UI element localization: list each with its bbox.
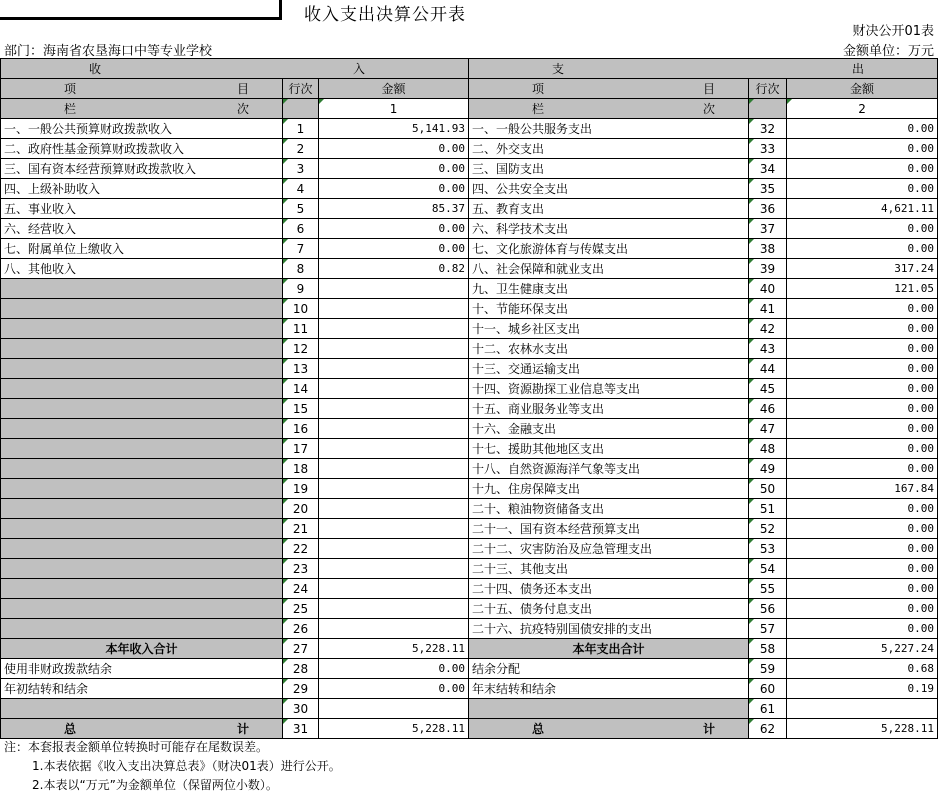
income-rowno-cell[interactable]: 7 — [283, 239, 319, 259]
amount-unit-label: 金额单位：万元 — [842, 44, 934, 59]
table-row — [1, 519, 938, 539]
income-item-cell[interactable]: 二、政府性基金预算财政拨款收入 — [1, 139, 283, 159]
expense-rowno-cell[interactable]: 59 — [749, 659, 787, 679]
table-row — [1, 339, 938, 359]
income-amount-cell[interactable] — [319, 299, 469, 319]
total-row — [1, 639, 938, 659]
table-row — [1, 659, 938, 679]
expense-rowno-cell[interactable]: 36 — [749, 199, 787, 219]
expense-amount-cell[interactable]: 0.00 — [787, 399, 938, 419]
header-row-columns — [1, 79, 938, 99]
income-item-cell[interactable] — [1, 279, 283, 299]
expense-amount-cell[interactable]: 0.00 — [787, 599, 938, 619]
expense-rowno-cell[interactable]: 49 — [749, 459, 787, 479]
expense-amount-cell[interactable] — [787, 699, 938, 719]
header-row-sections — [1, 59, 938, 79]
table-row — [1, 559, 938, 579]
expense-amount-cell[interactable]: 0.00 — [787, 379, 938, 399]
expense-item-cell[interactable]: 十八、自然资源海洋气象等支出 — [469, 459, 749, 479]
income-amount-cell[interactable] — [319, 559, 469, 579]
expense-total-rowno[interactable]: 58 — [749, 639, 787, 659]
income-rowno-cell[interactable]: 14 — [283, 379, 319, 399]
expense-grand-amount[interactable]: 5,228.11 — [787, 719, 938, 739]
expense-amount-cell[interactable]: 0.00 — [787, 139, 938, 159]
expense-item-cell[interactable]: 十六、金融支出 — [469, 419, 749, 439]
expense-rowno-cell[interactable]: 61 — [749, 699, 787, 719]
expense-amount-cell[interactable]: 0.00 — [787, 179, 938, 199]
table-row — [1, 619, 938, 639]
income-amount-cell[interactable] — [319, 279, 469, 299]
income-total-rowno[interactable]: 27 — [283, 639, 319, 659]
expense-rowno-cell[interactable]: 56 — [749, 599, 787, 619]
income-amount-cell[interactable]: 0.00 — [319, 179, 469, 199]
income-rowno-cell[interactable]: 9 — [283, 279, 319, 299]
expense-total-label[interactable]: 本年支出合计 — [469, 639, 749, 659]
income-amount-cell[interactable] — [319, 579, 469, 599]
table-row — [1, 479, 938, 499]
income-rowno-cell[interactable]: 2 — [283, 139, 319, 159]
table-row — [1, 299, 938, 319]
expense-rowno-cell[interactable]: 50 — [749, 479, 787, 499]
income-rowno-cell[interactable]: 6 — [283, 219, 319, 239]
expense-rowno-cell[interactable]: 32 — [749, 119, 787, 139]
table-row — [1, 399, 938, 419]
table-row — [1, 139, 938, 159]
expense-amount-cell[interactable]: 0.00 — [787, 359, 938, 379]
income-rowno-cell[interactable]: 22 — [283, 539, 319, 559]
income-rowno-cell[interactable]: 30 — [283, 699, 319, 719]
table-row — [1, 279, 938, 299]
expense-amount-cell[interactable]: 317.24 — [787, 259, 938, 279]
expense-rowno-cell[interactable]: 48 — [749, 439, 787, 459]
expense-grand-label[interactable]: 总 计 — [469, 719, 749, 739]
expense-item-cell[interactable]: 十七、援助其他地区支出 — [469, 439, 749, 459]
income-item-cell[interactable] — [1, 619, 283, 639]
expense-rowno-cell[interactable]: 35 — [749, 179, 787, 199]
income-column-index[interactable]: 1 — [319, 99, 469, 119]
income-rowno-cell[interactable]: 16 — [283, 419, 319, 439]
income-item-cell[interactable] — [1, 599, 283, 619]
income-rowno-cell[interactable]: 19 — [283, 479, 319, 499]
department-label: 部门：海南省农垦海口中等专业学校 — [4, 44, 213, 59]
expense-item-cell[interactable]: 十五、商业服务业等支出 — [469, 399, 749, 419]
income-amount-cell[interactable] — [319, 619, 469, 639]
table-row — [1, 119, 938, 139]
income-rowno-cell[interactable]: 25 — [283, 599, 319, 619]
expense-item-cell[interactable]: 二十六、抗疫特别国债安排的支出 — [469, 619, 749, 639]
income-rowno-cell[interactable]: 3 — [283, 159, 319, 179]
income-item-cell[interactable] — [1, 559, 283, 579]
expense-item-cell[interactable]: 十九、住房保障支出 — [469, 479, 749, 499]
expense-rowno-cell[interactable]: 42 — [749, 319, 787, 339]
table-row — [1, 259, 938, 279]
table-row — [1, 439, 938, 459]
income-item-cell[interactable]: 四、上级补助收入 — [1, 179, 283, 199]
income-amount-cell[interactable] — [319, 399, 469, 419]
income-item-cell[interactable] — [1, 379, 283, 399]
income-rowno-cell[interactable]: 20 — [283, 499, 319, 519]
form-number: 财决公开01表 — [852, 24, 934, 39]
expense-rowno-header[interactable]: 行次 — [749, 79, 787, 99]
income-item-cell[interactable]: 六、经营收入 — [1, 219, 283, 239]
expense-rowno-cell[interactable]: 57 — [749, 619, 787, 639]
income-item-cell[interactable] — [1, 359, 283, 379]
table-row — [1, 199, 938, 219]
income-rowno-header[interactable]: 行次 — [283, 79, 319, 99]
table-body — [1, 119, 938, 639]
income-rowno-cell[interactable]: 8 — [283, 259, 319, 279]
expense-amount-cell[interactable]: 0.00 — [787, 459, 938, 479]
income-item-header[interactable]: 项 目 — [1, 79, 283, 99]
expense-amount-cell[interactable]: 0.00 — [787, 159, 938, 179]
income-expense-table — [0, 58, 938, 739]
income-grand-amount[interactable]: 5,228.11 — [319, 719, 469, 739]
income-rowno-cell[interactable]: 11 — [283, 319, 319, 339]
income-item-cell[interactable]: 七、附属单位上缴收入 — [1, 239, 283, 259]
table-row — [1, 599, 938, 619]
income-rowno-cell[interactable]: 29 — [283, 679, 319, 699]
income-item-cell[interactable] — [1, 479, 283, 499]
income-item-cell[interactable]: 五、事业收入 — [1, 199, 283, 219]
expense-grand-rowno[interactable]: 62 — [749, 719, 787, 739]
income-item-cell[interactable] — [1, 459, 283, 479]
income-amount-cell[interactable] — [319, 499, 469, 519]
expense-item-cell[interactable]: 二十二、灾害防治及应急管理支出 — [469, 539, 749, 559]
income-total-label[interactable]: 本年收入合计 — [1, 639, 283, 659]
expense-rowno-cell[interactable]: 44 — [749, 359, 787, 379]
income-amount-cell[interactable] — [319, 359, 469, 379]
expense-amount-cell[interactable]: 0.00 — [787, 239, 938, 259]
income-amount-cell[interactable]: 85.37 — [319, 199, 469, 219]
income-column-label[interactable]: 栏 次 — [1, 99, 283, 119]
expense-rowno-cell[interactable]: 33 — [749, 139, 787, 159]
expense-item-cell[interactable]: 二、外交支出 — [469, 139, 749, 159]
expense-item-cell[interactable]: 二十三、其他支出 — [469, 559, 749, 579]
income-amount-cell[interactable]: 0.00 — [319, 239, 469, 259]
income-item-cell[interactable] — [1, 319, 283, 339]
income-item-cell[interactable]: 三、国有资本经营预算财政拨款收入 — [1, 159, 283, 179]
expense-column-rowno[interactable] — [749, 99, 787, 119]
income-grand-rowno[interactable]: 31 — [283, 719, 319, 739]
table-row — [1, 379, 938, 399]
expense-item-cell[interactable]: 十、节能环保支出 — [469, 299, 749, 319]
expense-amount-cell[interactable]: 0.00 — [787, 119, 938, 139]
income-rowno-cell[interactable]: 1 — [283, 119, 319, 139]
expense-amount-cell[interactable]: 0.00 — [787, 499, 938, 519]
expense-item-cell[interactable]: 二十、粮油物资储备支出 — [469, 499, 749, 519]
expense-item-cell[interactable]: 二十一、国有资本经营预算支出 — [469, 519, 749, 539]
grand-total-row — [1, 719, 938, 739]
income-amount-cell[interactable] — [319, 339, 469, 359]
expense-item-cell[interactable]: 十四、资源勘探工业信息等支出 — [469, 379, 749, 399]
expense-amount-cell[interactable]: 0.00 — [787, 559, 938, 579]
income-rowno-cell[interactable]: 18 — [283, 459, 319, 479]
expense-amount-cell[interactable]: 0.00 — [787, 299, 938, 319]
income-item-cell[interactable]: 年初结转和结余 — [1, 679, 283, 699]
table-row — [1, 319, 938, 339]
expense-item-cell[interactable]: 年末结转和结余 — [469, 679, 749, 699]
expense-item-cell[interactable]: 八、社会保障和就业支出 — [469, 259, 749, 279]
income-amount-header[interactable]: 金额 — [319, 79, 469, 99]
expense-amount-cell[interactable]: 0.00 — [787, 439, 938, 459]
expense-item-header[interactable]: 项 目 — [469, 79, 749, 99]
table-row — [1, 699, 938, 719]
expense-item-cell[interactable]: 二十四、债务还本支出 — [469, 579, 749, 599]
table-row — [1, 219, 938, 239]
expense-rowno-cell[interactable]: 41 — [749, 299, 787, 319]
table-row — [1, 359, 938, 379]
expense-item-cell[interactable]: 一、一般公共服务支出 — [469, 119, 749, 139]
income-amount-cell[interactable]: 0.00 — [319, 659, 469, 679]
note-line: 2.本表以“万元”为金额单位（保留两位小数）。 — [32, 778, 278, 792]
income-amount-cell[interactable]: 0.00 — [319, 219, 469, 239]
income-item-cell[interactable] — [1, 339, 283, 359]
expense-item-cell[interactable] — [469, 699, 749, 719]
income-item-cell[interactable] — [1, 499, 283, 519]
income-item-cell[interactable]: 一、一般公共预算财政拨款收入 — [1, 119, 283, 139]
table-row — [1, 679, 938, 699]
expense-rowno-cell[interactable]: 37 — [749, 219, 787, 239]
expense-column-label[interactable]: 栏 次 — [469, 99, 749, 119]
expense-total-amount[interactable]: 5,227.24 — [787, 639, 938, 659]
table-footer — [1, 639, 938, 659]
income-item-cell[interactable] — [1, 699, 283, 719]
expense-item-cell[interactable]: 十二、农林水支出 — [469, 339, 749, 359]
income-rowno-cell[interactable]: 5 — [283, 199, 319, 219]
expense-amount-cell[interactable]: 0.00 — [787, 419, 938, 439]
income-item-cell[interactable] — [1, 399, 283, 419]
income-rowno-cell[interactable]: 21 — [283, 519, 319, 539]
expense-item-cell[interactable]: 五、教育支出 — [469, 199, 749, 219]
income-rowno-cell[interactable]: 15 — [283, 399, 319, 419]
expense-column-index[interactable]: 2 — [787, 99, 938, 119]
expense-amount-cell[interactable]: 0.00 — [787, 319, 938, 339]
expense-item-cell[interactable]: 四、公共安全支出 — [469, 179, 749, 199]
income-amount-cell[interactable] — [319, 379, 469, 399]
expense-item-cell[interactable]: 七、文化旅游体育与传媒支出 — [469, 239, 749, 259]
expense-amount-cell[interactable]: 0.00 — [787, 339, 938, 359]
table-extra-rows — [1, 659, 938, 719]
expense-amount-cell[interactable]: 4,621.11 — [787, 199, 938, 219]
income-amount-cell[interactable]: 0.00 — [319, 139, 469, 159]
expense-amount-cell[interactable]: 0.00 — [787, 219, 938, 239]
expense-rowno-cell[interactable]: 43 — [749, 339, 787, 359]
expense-amount-cell[interactable]: 121.05 — [787, 279, 938, 299]
expense-rowno-cell[interactable]: 39 — [749, 259, 787, 279]
header-row-column-index — [1, 99, 938, 119]
income-amount-cell[interactable] — [319, 319, 469, 339]
expense-item-cell[interactable]: 十三、交通运输支出 — [469, 359, 749, 379]
note-line: 注：本套报表金额单位转换时可能存在尾数误差。 — [4, 740, 269, 754]
expense-rowno-cell[interactable]: 38 — [749, 239, 787, 259]
table-row — [1, 179, 938, 199]
expense-rowno-cell[interactable]: 46 — [749, 399, 787, 419]
expense-rowno-cell[interactable]: 45 — [749, 379, 787, 399]
income-item-cell[interactable] — [1, 519, 283, 539]
income-rowno-cell[interactable]: 4 — [283, 179, 319, 199]
income-rowno-cell[interactable]: 17 — [283, 439, 319, 459]
income-amount-cell[interactable] — [319, 599, 469, 619]
expense-rowno-cell[interactable]: 40 — [749, 279, 787, 299]
notes-section — [4, 738, 341, 792]
table-row — [1, 499, 938, 519]
expense-amount-cell[interactable]: 0.00 — [787, 579, 938, 599]
income-amount-cell[interactable]: 5,141.93 — [319, 119, 469, 139]
income-total-amount[interactable]: 5,228.11 — [319, 639, 469, 659]
income-rowno-cell[interactable]: 13 — [283, 359, 319, 379]
expense-item-cell[interactable]: 结余分配 — [469, 659, 749, 679]
title-box — [0, 0, 282, 20]
expense-item-cell[interactable]: 十一、城乡社区支出 — [469, 319, 749, 339]
income-amount-cell[interactable] — [319, 419, 469, 439]
expense-amount-header[interactable]: 金额 — [787, 79, 938, 99]
expense-section-header[interactable]: 支 出 — [469, 59, 938, 79]
table-row — [1, 419, 938, 439]
income-rowno-cell[interactable]: 24 — [283, 579, 319, 599]
income-grand-label[interactable]: 总 计 — [1, 719, 283, 739]
income-amount-cell[interactable] — [319, 459, 469, 479]
income-item-cell[interactable] — [1, 419, 283, 439]
table-row — [1, 539, 938, 559]
table-row — [1, 239, 938, 259]
income-amount-cell[interactable] — [319, 699, 469, 719]
expense-rowno-cell[interactable]: 51 — [749, 499, 787, 519]
income-amount-cell[interactable]: 0.00 — [319, 159, 469, 179]
income-rowno-cell[interactable]: 28 — [283, 659, 319, 679]
expense-amount-cell[interactable]: 0.00 — [787, 539, 938, 559]
table-row — [1, 459, 938, 479]
expense-amount-cell[interactable]: 0.19 — [787, 679, 938, 699]
expense-item-cell[interactable]: 九、卫生健康支出 — [469, 279, 749, 299]
income-rowno-cell[interactable]: 26 — [283, 619, 319, 639]
income-item-cell[interactable]: 使用非财政拨款结余 — [1, 659, 283, 679]
income-rowno-cell[interactable]: 12 — [283, 339, 319, 359]
income-amount-cell[interactable] — [319, 519, 469, 539]
income-amount-cell[interactable] — [319, 439, 469, 459]
expense-rowno-cell[interactable]: 55 — [749, 579, 787, 599]
income-amount-cell[interactable] — [319, 539, 469, 559]
income-column-rowno[interactable] — [283, 99, 319, 119]
income-section-header[interactable]: 收 入 — [1, 59, 469, 79]
income-rowno-cell[interactable]: 23 — [283, 559, 319, 579]
income-amount-cell[interactable] — [319, 479, 469, 499]
expense-rowno-cell[interactable]: 53 — [749, 539, 787, 559]
income-item-cell[interactable] — [1, 439, 283, 459]
expense-amount-cell[interactable]: 0.68 — [787, 659, 938, 679]
expense-item-cell[interactable]: 三、国防支出 — [469, 159, 749, 179]
table-row — [1, 579, 938, 599]
expense-rowno-cell[interactable]: 60 — [749, 679, 787, 699]
income-rowno-cell[interactable]: 10 — [283, 299, 319, 319]
expense-rowno-cell[interactable]: 52 — [749, 519, 787, 539]
expense-item-cell[interactable]: 六、科学技术支出 — [469, 219, 749, 239]
income-amount-cell[interactable]: 0.00 — [319, 679, 469, 699]
page-title: 收入支出决算公开表 — [304, 5, 466, 25]
income-item-cell[interactable] — [1, 539, 283, 559]
expense-rowno-cell[interactable]: 34 — [749, 159, 787, 179]
note-line: 1.本表依据《收入支出决算总表》（财决01表）进行公开。 — [32, 759, 341, 773]
income-item-cell[interactable] — [1, 299, 283, 319]
expense-amount-cell[interactable]: 0.00 — [787, 619, 938, 639]
expense-rowno-cell[interactable]: 54 — [749, 559, 787, 579]
table-grand — [1, 719, 938, 739]
table-row — [1, 159, 938, 179]
income-item-cell[interactable] — [1, 579, 283, 599]
income-amount-cell[interactable]: 0.82 — [319, 259, 469, 279]
expense-amount-cell[interactable]: 0.00 — [787, 519, 938, 539]
expense-amount-cell[interactable]: 167.84 — [787, 479, 938, 499]
income-item-cell[interactable]: 八、其他收入 — [1, 259, 283, 279]
expense-item-cell[interactable]: 二十五、债务付息支出 — [469, 599, 749, 619]
expense-rowno-cell[interactable]: 47 — [749, 419, 787, 439]
